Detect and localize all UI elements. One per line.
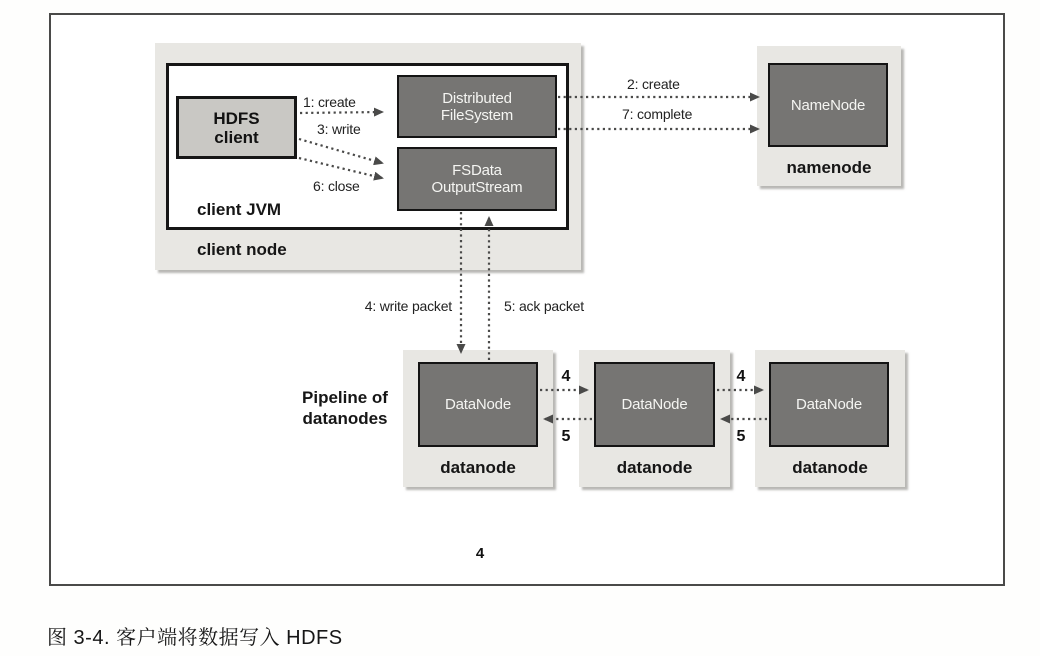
client-node-label: client node: [197, 240, 287, 259]
datanode-container-label-3: datanode: [792, 458, 868, 477]
hdfs-client-node: [176, 96, 297, 159]
namenode-node: [768, 63, 888, 147]
datanode-node-3: [769, 362, 889, 447]
datanode-node-1: [418, 362, 538, 447]
namenode-box-label: NameNode: [790, 96, 866, 114]
step-label-ack-1: 5: [561, 428, 571, 445]
fsdos-label-line2: OutputStream: [431, 179, 523, 196]
edge-label-5-ack-packet: 5: ack packet: [504, 298, 584, 314]
hdfs-client-label-line2: client: [214, 127, 259, 147]
datanode-container-label-2: datanode: [616, 458, 693, 477]
pipeline-label-line1: Pipeline of: [302, 388, 388, 407]
datanode-node-2: [594, 362, 715, 447]
step-label-forward-2: 4: [736, 368, 746, 385]
fsdos-label-line1: FSData: [452, 162, 502, 179]
pipeline-label-line2: datanodes: [302, 409, 388, 428]
pipeline-of-datanodes-label: [275, 387, 415, 429]
dfs-label-line1: Distributed: [442, 89, 512, 107]
edge-label-7-complete: 7: complete: [622, 106, 693, 122]
dfs-label-line2: FileSystem: [440, 106, 514, 124]
datanode-box-label-3: DataNode: [796, 396, 862, 413]
step-label-forward-1: 4: [561, 368, 571, 385]
hdfs-client-label-line1: HDFS: [213, 108, 260, 128]
datanode-box-label-2: DataNode: [621, 396, 688, 413]
edge-label-6-close: 6: close: [313, 178, 360, 194]
fsdata-outputstream-node: [397, 147, 557, 211]
client-jvm-label: client JVM: [197, 200, 282, 219]
distributed-filesystem-node: [397, 75, 557, 138]
edge-label-3-write: 3: write: [317, 121, 361, 137]
step-label-ack-2: 5: [736, 428, 746, 445]
datanode-box-label-1: DataNode: [445, 396, 511, 413]
edge-label-4-write-packet: 4: write packet: [364, 298, 452, 314]
page-number: 4: [475, 545, 485, 562]
figure-caption: 图 3-4. 客户端将数据写入 HDFS: [47, 627, 343, 649]
edge-label-2-create: 2: create: [627, 76, 680, 92]
datanode-container-label-1: datanode: [440, 458, 516, 477]
namenode-container-label: namenode: [786, 158, 872, 177]
edge-label-1-create: 1: create: [303, 94, 356, 110]
